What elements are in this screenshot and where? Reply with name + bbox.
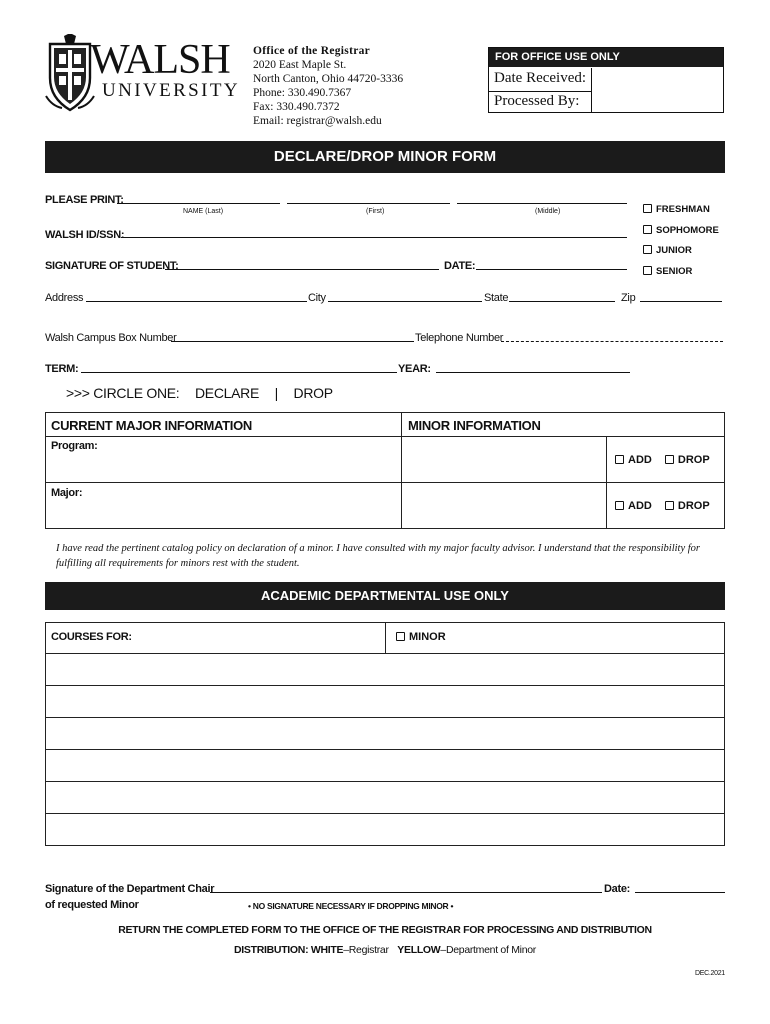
checkbox-icon: [643, 204, 652, 213]
class-checkboxes: [643, 200, 719, 282]
term-label: TERM:: [45, 363, 79, 375]
email: Email: registrar@walsh.edu: [253, 115, 382, 127]
registrar-address: [253, 44, 403, 128]
please-print-label: PLEASE PRINT:: [45, 194, 124, 206]
checkbox-program-add[interactable]: ADD: [615, 454, 652, 466]
current-major-header: CURRENT MAJOR INFORMATION: [51, 418, 252, 433]
return-note: RETURN THE COMPLETED FORM TO THE OFFICE OF THE REGISTRAR FOR PROCESSING AND DISTRIBUTION: [118, 924, 652, 936]
date-received-label: Date Received:: [494, 70, 587, 86]
checkbox-freshman[interactable]: FRESHMAN: [643, 200, 719, 221]
address-line[interactable]: [86, 301, 307, 302]
distribution-note: DISTRIBUTION: WHITE–Registrar YELLOW–Department of Minor: [234, 944, 536, 956]
program-add-drop: [615, 454, 710, 466]
city-line[interactable]: [328, 301, 482, 302]
processed-by-label: Processed By:: [494, 93, 580, 109]
checkbox-sophomore[interactable]: SOPHOMORE: [643, 221, 719, 242]
minor-info-header: MINOR INFORMATION: [408, 418, 541, 433]
major-label: Major:: [51, 487, 83, 499]
walsh-id-label: WALSH ID/SSN:: [45, 229, 125, 241]
chair-date-line[interactable]: [635, 892, 725, 893]
course-row[interactable]: [45, 717, 725, 718]
street: 2020 East Maple St.: [253, 59, 347, 71]
checkbox-program-drop[interactable]: DROP: [665, 454, 710, 466]
course-row[interactable]: [45, 653, 725, 654]
checkbox-icon: [615, 455, 624, 464]
name-last-caption: NAME (Last): [183, 208, 224, 215]
crest-icon: [44, 34, 96, 116]
date-received-field[interactable]: [595, 70, 723, 90]
checkbox-icon: [665, 455, 674, 464]
statement: I have read the pertinent catalog policy on declaration of a minor. I have consulted with my major faculty advisor. I understand that the responsibility for fulfilling all requirements for minors rest with the student.: [56, 543, 701, 569]
checkbox-icon: [643, 266, 652, 275]
course-row[interactable]: [45, 781, 725, 782]
state-label: State: [484, 292, 509, 304]
version-label: DEC.2021: [695, 970, 725, 977]
name-first-line[interactable]: [287, 203, 450, 204]
chair-date-label: Date:: [604, 883, 631, 895]
checkbox-icon: [643, 245, 652, 254]
major-add-drop: [615, 500, 710, 512]
signature-label: SIGNATURE OF STUDENT:: [45, 260, 179, 272]
logo-word: WALSH: [90, 37, 230, 83]
phone: Phone: 330.490.7367: [253, 87, 352, 99]
signature-line[interactable]: [165, 269, 439, 270]
no-signature-note: • NO SIGNATURE NECESSARY IF DROPPING MINOR •: [248, 901, 454, 911]
logo-sub: UNIVERSITY: [102, 80, 240, 101]
checkbox-icon: [665, 501, 674, 510]
chair-signature-label: Signature of the Department Chair of requested Minor: [45, 883, 215, 911]
year-label: YEAR:: [398, 363, 431, 375]
program-label: Program:: [51, 440, 98, 452]
office-use-box: [488, 47, 724, 113]
date-label: DATE:: [444, 260, 476, 272]
campus-box-line[interactable]: [171, 341, 414, 342]
checkbox-major-drop[interactable]: DROP: [665, 500, 710, 512]
checkbox-senior[interactable]: SENIOR: [643, 262, 719, 283]
course-row[interactable]: [45, 749, 725, 750]
name-last-line[interactable]: [117, 203, 280, 204]
telephone-line[interactable]: [501, 341, 723, 342]
address-label: Address: [45, 292, 84, 304]
chair-signature-line[interactable]: [210, 892, 602, 893]
name-middle-line[interactable]: [457, 203, 627, 204]
circle-one-row: >>> CIRCLE ONE: DECLARE | DROP: [66, 385, 333, 401]
processed-by-field[interactable]: [595, 93, 723, 113]
city-line: North Canton, Ohio 44720-3336: [253, 73, 404, 85]
declare-option[interactable]: DECLARE: [194, 385, 260, 401]
checkbox-junior[interactable]: JUNIOR: [643, 241, 719, 262]
term-line[interactable]: [81, 372, 397, 373]
checkbox-icon: [615, 501, 624, 510]
form-title: DECLARE/DROP MINOR FORM: [45, 141, 725, 173]
zip-label: Zip: [621, 292, 636, 304]
walsh-logo: [44, 34, 239, 116]
checkbox-icon: [396, 632, 405, 641]
course-row[interactable]: [45, 685, 725, 686]
walsh-id-line[interactable]: [121, 237, 627, 238]
year-line[interactable]: [436, 372, 630, 373]
date-line[interactable]: [476, 269, 627, 270]
checkbox-major-add[interactable]: ADD: [615, 500, 652, 512]
zip-line[interactable]: [640, 301, 722, 302]
dept-use-title: ACADEMIC DEPARTMENTAL USE ONLY: [45, 582, 725, 610]
fax: Fax: 330.490.7372: [253, 101, 340, 113]
city-label: City: [308, 292, 326, 304]
campus-box-label: Walsh Campus Box Number: [45, 332, 177, 344]
courses-for-label: COURSES FOR:: [51, 631, 132, 643]
name-first-caption: (First): [366, 208, 385, 215]
office-use-title: FOR OFFICE USE ONLY: [489, 48, 723, 67]
checkbox-icon: [643, 225, 652, 234]
course-row[interactable]: [45, 813, 725, 814]
checkbox-minor[interactable]: MINOR: [396, 631, 446, 643]
office-title: Office of the Registrar: [253, 45, 371, 57]
circle-one-label: >>> CIRCLE ONE:: [66, 385, 180, 401]
state-line[interactable]: [509, 301, 615, 302]
drop-option[interactable]: DROP: [293, 385, 333, 401]
telephone-label: Telephone Number: [415, 332, 504, 344]
name-middle-caption: (Middle): [535, 208, 561, 215]
